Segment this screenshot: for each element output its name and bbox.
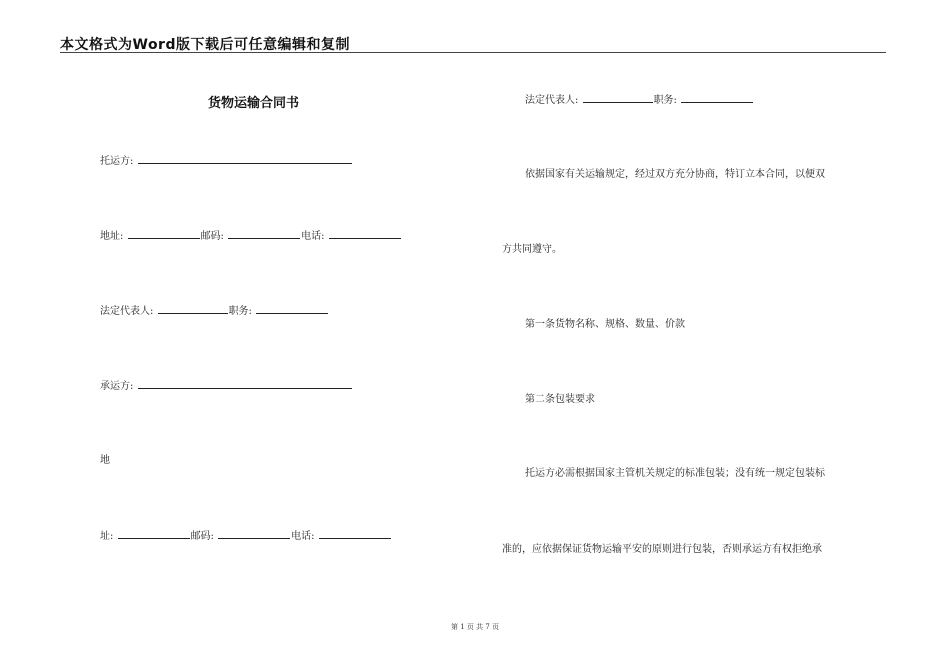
shipper-label: 托运方:: [100, 156, 134, 167]
address2-part1: 地: [100, 455, 110, 466]
shipper-line: [100, 154, 353, 169]
position-blank[interactable]: [256, 304, 328, 314]
address-blank[interactable]: [128, 229, 200, 239]
phone2-blank[interactable]: [319, 529, 391, 539]
address-line: [100, 229, 402, 244]
para2-line1: 托运方必需根据国家主管机关规定的标准包装；没有统一规定包装标: [525, 468, 825, 479]
carrier-line: [100, 379, 353, 394]
phone-blank[interactable]: [329, 229, 401, 239]
phone2-label: 电话:: [291, 531, 315, 542]
article-2-heading: 第二条包装要求: [525, 394, 595, 405]
postcode2-blank[interactable]: [218, 529, 290, 539]
postcode2-label: 邮码:: [190, 531, 214, 542]
page-footer: 第 1 页 共 7 页: [450, 623, 500, 631]
right-legal-rep-blank[interactable]: [583, 93, 653, 103]
address-label: 地址:: [100, 231, 124, 242]
right-position-label: 职务:: [653, 95, 677, 106]
address2-blank[interactable]: [118, 529, 190, 539]
right-legal-rep-line: [525, 93, 754, 108]
para1-line1: 依据国家有关运输规定，经过双方充分协商，特订立本合同，以便双: [525, 169, 825, 180]
header-text: 本文格式为Word版下载后可任意编辑和复制: [60, 37, 350, 53]
para2-line2: 准的，应依据保证货物运输平安的原则进行包装，否则承运方有权拒绝承: [502, 544, 822, 555]
postcode-blank[interactable]: [228, 229, 300, 239]
postcode-label: 邮码:: [200, 231, 224, 242]
address2-line: [100, 529, 392, 544]
legal-rep-label: 法定代表人:: [100, 306, 154, 317]
phone-label: 电话:: [301, 231, 325, 242]
page-header: [60, 30, 886, 53]
para1-line2: 方共同遵守。: [502, 244, 562, 255]
carrier-blank[interactable]: [138, 379, 352, 389]
document-title: 货物运输合同书: [208, 96, 300, 111]
position-label: 职务:: [228, 306, 252, 317]
carrier-label: 承运方:: [100, 381, 134, 392]
legal-rep-line: [100, 304, 329, 319]
legal-rep-blank[interactable]: [158, 304, 228, 314]
address2-label: 址:: [100, 531, 114, 542]
right-legal-rep-label: 法定代表人:: [525, 95, 579, 106]
right-position-blank[interactable]: [681, 93, 753, 103]
shipper-blank[interactable]: [138, 154, 352, 164]
article-1-heading: 第一条货物名称、规格、数量、价款: [525, 319, 685, 330]
